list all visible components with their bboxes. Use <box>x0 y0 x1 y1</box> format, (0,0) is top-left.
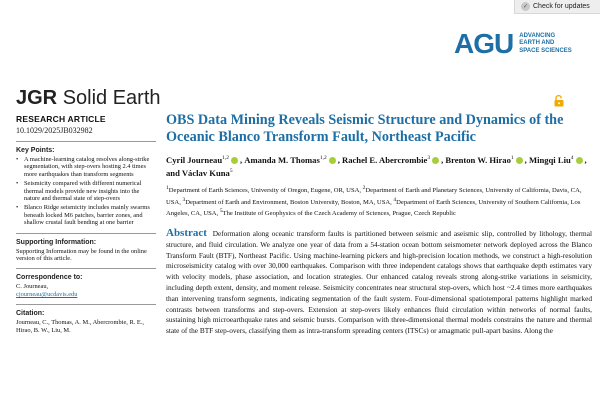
supporting-info-heading: Supporting Information: <box>16 238 97 246</box>
divider <box>16 268 156 269</box>
correspondence-name: C. Journeau, <box>16 283 49 291</box>
article-type: RESEARCH ARTICLE <box>16 114 106 124</box>
correspondence-heading: Correspondence to: <box>16 274 83 282</box>
journal-title <box>16 88 161 108</box>
sidebar <box>16 114 156 334</box>
author-list <box>166 153 592 179</box>
divider <box>16 304 156 305</box>
doi[interactable]: 10.1029/2025JB032982 <box>16 126 93 135</box>
author[interactable]: Rachel E. Abercrombie$^3$ , <box>341 154 446 165</box>
update-check-icon: ✓ <box>522 4 529 10</box>
divider <box>16 233 156 234</box>
journal-prefix: JGR <box>16 87 58 109</box>
agu-tagline: ADVANCING EARTH AND SPACE SCIENCES <box>519 32 572 54</box>
abstract <box>166 228 592 337</box>
article-main <box>166 112 592 337</box>
agu-wordmark: AGU <box>454 28 514 59</box>
supporting-info-text: Supporting Information may be found in the online version of this article. <box>16 247 147 263</box>
article-title: OBS Data Mining Reveals Seismic Structure and Dynamics of the Oceanic Blanco Transform Fault, Northeast Pacific <box>166 112 564 145</box>
abstract-text: Deformation along oceanic transform faults is partitioned between seismic and aseismic slip, controlled by lithology, thermal structure, and fluid circulation. We analyze one year of data from a 54-station ocean bottom seismometer network deployed across the Blanco Transform Fault (BTF), Northeast Pacific. Using machine-learning pickers and high-precision location methods, we construct a high-resolution microseismicity catalog with over 30,000 earthquakes. Comparison with three independent catalogs shows that earthquake depth estimates vary with velocity models, phase association, and location strategies. Our enhanced catalog reveals strong along-strike variations in seismicity, including depth extent, density, and moment release. Seismicity concentrates near structural step-overs, which host ~2.4 times more earthquakes than intervening transform segments, indicating segmentation of the fault system. Four-dimensional spatiotemporal patterns highlight marked contrasts between transforms and step-overs. Extension at step-overs likely enhances fluid circulation within networks of normal faults, sustaining high microearthquake rates and seismic bursts. Comparison with three-dimensional thermal models constrains the nature and thermal state of the BTF step-overs, classifying them as intra-transform spreading centers (ITSCs) or amagmatic pull-apart basins. Along the <box>166 229 592 336</box>
journal-name: Solid Earth <box>62 87 161 109</box>
list-item: • A machine-learning catalog resolves along-strike segmentation, with step-overs hosting 2.4 times more earthquakes than transform segments <box>16 156 156 178</box>
citation-text: Journeau, C., Thomas, A. M., Abercrombie, R. E., Hirao, B. W., Liu, M. <box>16 319 145 334</box>
author[interactable]: Mingqi Liu$^4$ , <box>528 154 587 165</box>
author[interactable]: Cyril Journeau$^{1,2}$ , <box>166 154 245 165</box>
orcid-icon[interactable] <box>516 157 523 164</box>
divider <box>16 141 156 142</box>
list-item: • Blanco Ridge seismicity includes mainly swarms beneath locked M6 patches, barrier zones, and shallow crustal fault bending at one barrier <box>16 204 156 226</box>
check-for-updates-button[interactable] <box>514 0 600 14</box>
orcid-icon[interactable] <box>231 157 238 164</box>
orcid-icon[interactable] <box>329 157 336 164</box>
author[interactable]: Brenton W. Hirao$^1$ , <box>445 154 529 165</box>
check-for-updates-label: Check for updates <box>533 3 590 10</box>
open-lock-icon <box>553 95 565 107</box>
affiliations: $^1$Department of Earth Sciences, University of Oregon, Eugene, OR, USA, $^2$Department of Earth and Planetary Sciences, University of California, Davis, CA, USA, $^3$Department of Earth and Environment, Boston University, Boston, MA, USA, $^4$Department of Earth Sciences, University of Southern California, Los Angeles, CA, USA, $^5$The Institute of Geophysics of the Czech Academy of Sciences, Prague, Czech Republic <box>166 184 582 218</box>
agu-logo[interactable] <box>454 30 572 58</box>
citation-heading: Citation: <box>16 310 45 318</box>
abstract-heading: Abstract <box>166 227 207 240</box>
author[interactable]: and Václav Kuna$^5$ <box>166 167 233 178</box>
author[interactable]: Amanda M. Thomas$^{1,2}$ , <box>244 154 342 165</box>
list-item: • Seismicity compared with different numerical thermal models provide new insights into the nature and thermal state of step-overs <box>16 180 156 202</box>
orcid-icon[interactable] <box>576 157 583 164</box>
key-points-list <box>16 156 156 227</box>
orcid-icon[interactable] <box>432 157 439 164</box>
key-points-heading: Key Points: <box>16 147 55 154</box>
correspondence-email[interactable]: cjourneau@ucdavis.edu <box>16 290 78 298</box>
